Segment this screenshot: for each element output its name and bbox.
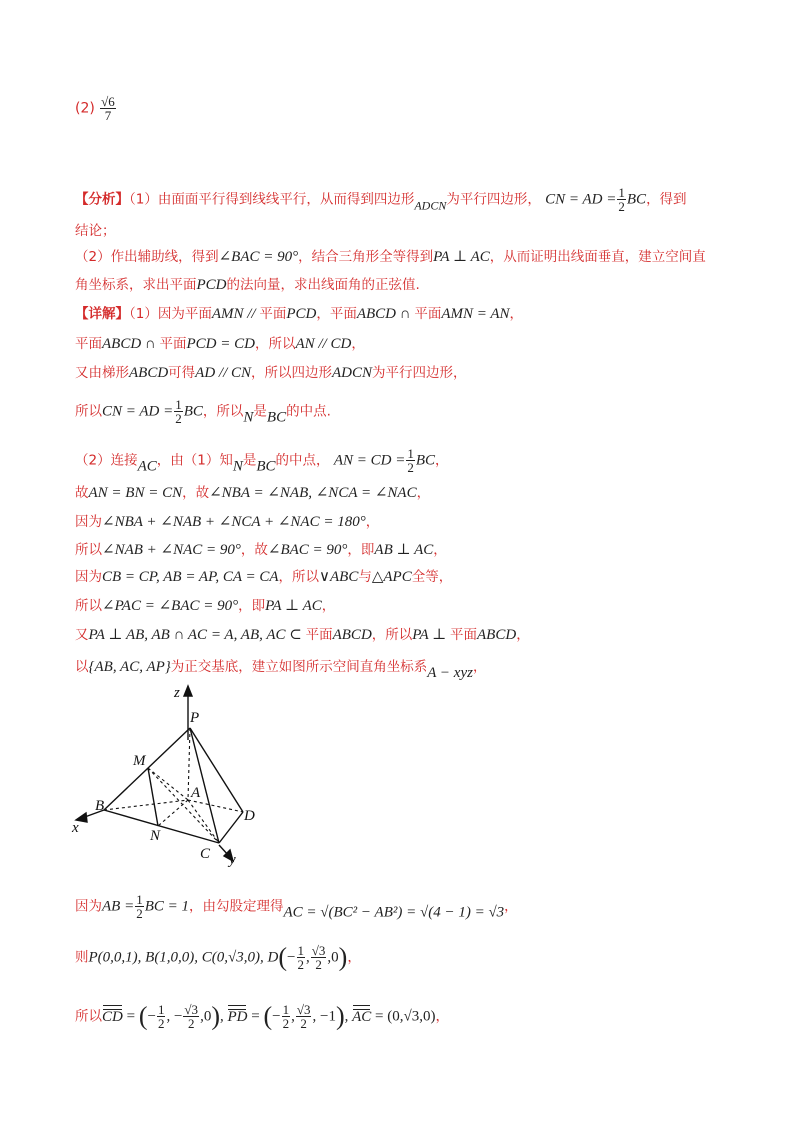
- label-P: P: [190, 710, 200, 726]
- edge-AC: [188, 800, 219, 843]
- edge-PB: [104, 728, 190, 810]
- detail-line-12: 以{AB, AC, AP}为正交基底，建立如图所示空间直角坐标系A − xyz，: [75, 659, 487, 681]
- label-B: B: [95, 798, 105, 814]
- detail-line-3: 又由梯形ABCD可得AD // CN，所以四边形ADCN为平行四边形，: [75, 365, 467, 381]
- edge-CD: [219, 812, 243, 843]
- label-z: z: [174, 685, 180, 701]
- analysis-line-2: 结论；: [75, 223, 116, 239]
- detail-line-7: 因为∠NBA + ∠NAB + ∠NCA + ∠NAC = 180°，: [75, 514, 380, 530]
- detail-line-4: 所以CN = AD = $\frac{1}{2}$ BC，所以N是BC的中点.: [75, 397, 331, 426]
- edge-AD: [188, 800, 243, 812]
- label-D: D: [244, 808, 255, 824]
- analysis-line-1: 【分析】（1）由面面平行得到线线平行，从而得到四边形ADCN为平行四边形， CN = AD = $\frac{1}{2}$ BC，得到: [75, 185, 687, 214]
- detail-tag: 【详解】: [75, 306, 129, 322]
- z-axis-arrow: [184, 686, 192, 696]
- edge-BA: [104, 800, 188, 810]
- analysis-tag: 【分析】: [75, 191, 129, 208]
- analysis-line-4: 角坐标系，求出平面PCD的法向量，求出线面角的正弦值.: [75, 277, 420, 293]
- label-N: N: [150, 828, 161, 844]
- detail-line-1: 【详解】（1）因为平面AMN // 平面PCD，平面ABCD ∩ 平面AMN = AN，: [75, 306, 524, 322]
- detail-line-10: 所以∠PAC = ∠BAC = 90°，即PA ⊥ AC，: [75, 598, 336, 614]
- label-M: M: [133, 753, 146, 769]
- after-line-13: 因为AB = $\frac{1}{2}$ BC = 1，由勾股定理得AC = √(BC² − AB²) = √(4 − 1) = √3，: [75, 892, 518, 921]
- after-line-15: 所以CD = (− $\frac{1}{2}$ , − $\frac{√3}{2}$ ,0), PD = (− $\frac{1}{2}$ , $\frac{√3}{2}$ , −1), AC = (0,√3,0)，: [75, 1001, 449, 1031]
- edge-BC: [104, 810, 219, 843]
- label-y: y: [229, 852, 236, 868]
- label-A: A: [191, 785, 201, 801]
- detail-line-2: 平面ABCD ∩ 平面PCD = CD，所以AN // CD，: [75, 336, 365, 352]
- pyramid-figure: [60, 680, 280, 870]
- label-C: C: [200, 846, 211, 862]
- answer-2: [75, 95, 117, 122]
- after-line-14: 则P(0,0,1), B(1,0,0), C(0,√3,0), D(− $\frac{1}{2}$ , $\frac{√3}{2}$ ,0)，: [75, 942, 361, 972]
- detail-line-11: 又PA ⊥ AB, AB ∩ AC = A, AB, AC ⊂ 平面ABCD，所以PA ⊥ 平面ABCD，: [75, 627, 530, 643]
- detail-line-6: 故AN = BN = CN，故∠NBA = ∠NAB, ∠NCA = ∠NAC，: [75, 485, 431, 501]
- edge-MA: [148, 768, 188, 800]
- detail-line-8: 所以∠NAB + ∠NAC = 90°，故∠BAC = 90°，即AB ⊥ AC，: [75, 542, 447, 558]
- analysis-line-3: （2）作出辅助线，得到∠BAC = 90°，结合三角形全等得到PA ⊥ AC，从而证明出线面垂直，建立空间直: [75, 249, 706, 265]
- answer-label: (2): [75, 100, 95, 117]
- answer-fraction: $\frac{√6}{7}$: [101, 94, 115, 123]
- edge-AN: [158, 800, 188, 826]
- detail-line-9: 因为CB = CP, AB = AP, CA = CA，所以∨ABC与△APC全等，: [75, 569, 453, 585]
- label-x: x: [72, 820, 79, 836]
- detail-line-5: （2）连接AC，由（1）知N是BC的中点， AN = CD = $\frac{1}{2}$ BC，: [75, 446, 449, 475]
